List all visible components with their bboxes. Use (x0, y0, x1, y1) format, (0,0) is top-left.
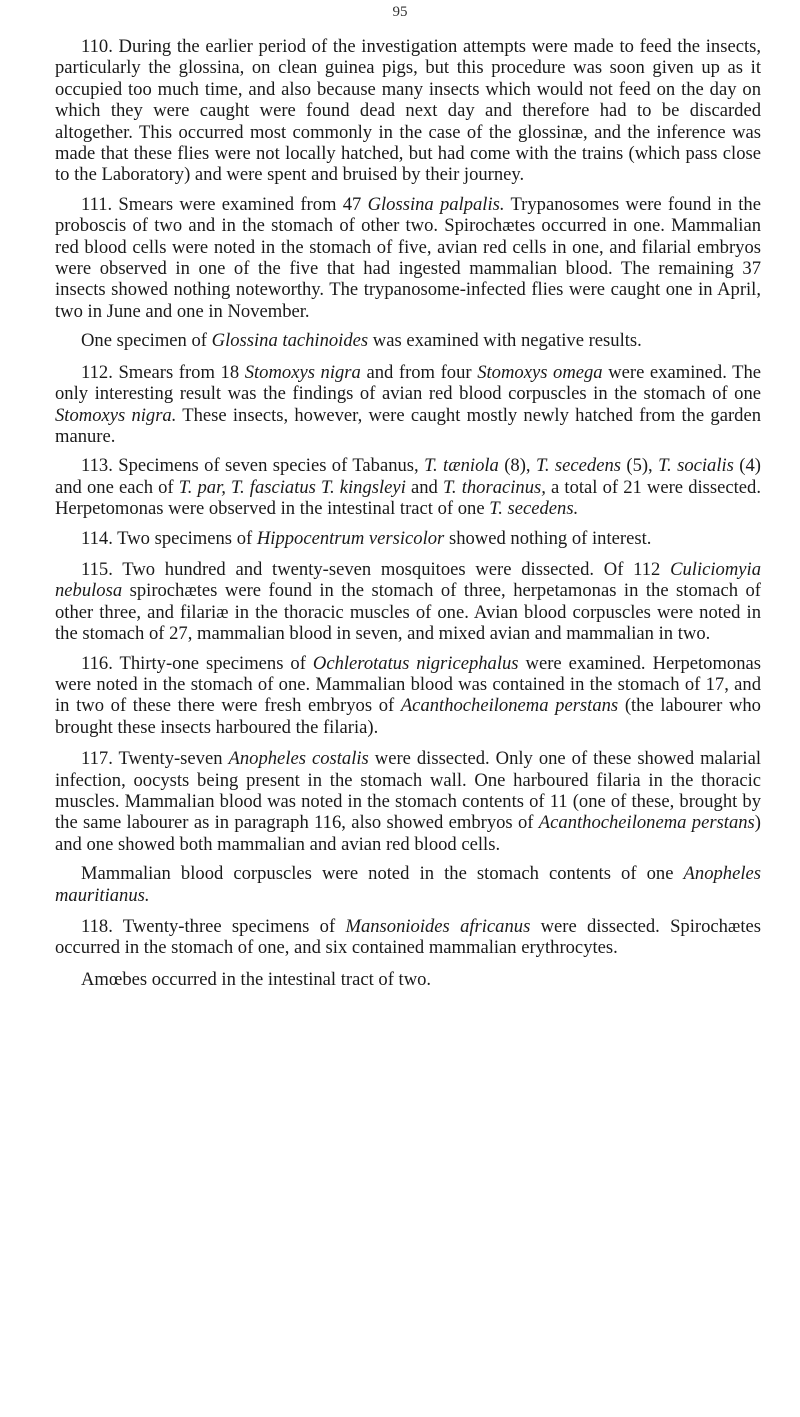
text-run: (4) and one each of (55, 455, 761, 498)
paragraph-p115 (55, 559, 761, 645)
species-name: T. par, T. fasciatus T. kingsleyi (178, 476, 406, 498)
text-run: These insects, however, were caught mostly newly hatched from the garden manure. (55, 404, 761, 447)
text-run: was examined with negative results. (368, 330, 642, 352)
text-run: Amœbes occurred in the intestinal tract of two. (81, 968, 432, 990)
paragraph-p112 (55, 362, 761, 448)
text-run: were examined. The only interesting result was the findings of avian red blood corpuscles in the stomach of one (55, 361, 762, 405)
text-run: Trypanosomes were found in the proboscis of two and in the stomach of other two. Spirochætes occurred in one. Mammalian red blood cells were noted in the stomach of five, avian red cells in one, and filarial embryos were observed in one of the five that had ingested mammalian blood. The remaining 37 insects showed nothing noteworthy. The trypanosome-infected flies were caught one in April, two in June and one in November. (55, 193, 761, 322)
text-run: were dissected. Only one of these showed malarial infection, oocysts being present in the stomach wall. One harboured filaria in the thoracic muscles. Mammalian blood was noted in the stomach contents of 11 (one of these, brought by the same labourer as in paragraph 116, also showed embryos of (55, 748, 762, 834)
text-run: Mammalian blood corpuscles were noted in the stomach contents of one (81, 863, 684, 885)
paragraph-p118 (55, 916, 761, 959)
species-name: Anopheles costalis (228, 748, 369, 770)
text-run: ) and one showed both mammalian and avian red blood cells. (55, 812, 761, 855)
text-run: spirochætes were found in the stomach of three, herpetamonas in the stomach of other three, and filariæ in the thoracic muscles of one. Avian blood corpuscles were noted in the stomach of 27, mammalian blood in seven, and mixed avian and mammalian in two. (55, 580, 761, 645)
text-run: 114. Two specimens of (81, 527, 257, 549)
text-run: 110. During the earlier period of the investigation attempts were made to feed the insects, particularly the glossina, on clean guinea pigs, but this procedure was soon given up as it occupied too much time, and also because many insects which would not feed on the day on which they were caught were found dead next day and therefore had to be discarded altogether. This occurred most commonly in the case of the glossinæ, and the inference was made that these flies were not locally hatched, but had come with the trains (which pass close to the Laboratory) and were spent and bruised by their journey. (55, 36, 761, 186)
text-run: were dissected. Spirochætes occurred in the stomach of one, and six contained mammalian erythrocytes. (55, 916, 761, 959)
text-run: 117. Twenty-seven (81, 748, 229, 770)
species-name: Anopheles mauritianus. (55, 863, 761, 906)
species-name: Culiciomyia nebulosa (55, 558, 761, 602)
species-name: Stomoxys nigra (244, 361, 361, 383)
species-name: Glossina palpalis. (367, 193, 505, 215)
species-name: T. socialis (658, 455, 734, 477)
text-run: 116. Thirty-one specimens of (81, 652, 313, 674)
paragraph-p117b (55, 863, 761, 906)
species-name: Ochlerotatus nigricephalus (312, 652, 519, 674)
body-text (55, 36, 761, 998)
species-name: Mansonioides africanus (345, 916, 531, 938)
species-name: Acanthocheilonema perstans (538, 812, 755, 834)
species-name: Stomoxys nigra. (55, 404, 177, 426)
text-run: One specimen of (81, 330, 212, 352)
paragraph-p110 (55, 36, 761, 186)
paragraph-p118b (55, 969, 761, 990)
text-run: 113. Specimens of seven species of Tabanus, (81, 455, 425, 477)
text-run: (8), (498, 455, 536, 477)
species-name: T. tæniola (424, 455, 499, 477)
page-number: 95 (392, 4, 408, 20)
text-run: 112. Smears from 18 (81, 361, 245, 383)
paragraph-p111b (55, 330, 761, 351)
paragraph-p114 (55, 528, 761, 549)
species-name: T. secedens. (489, 498, 579, 520)
paragraph-p111 (55, 194, 761, 322)
text-run: and from four (360, 361, 478, 383)
text-run: 118. Twenty-three specimens of (81, 916, 346, 938)
text-run: were examined. Herpetomonas were noted in the stomach of one. Mammalian blood was contained in the stomach of 17, and in two of these there were fresh embryos of (55, 652, 761, 717)
text-run: 115. Two hundred and twenty-seven mosquitoes were dissected. Of 112 (81, 558, 671, 580)
text-run: (the labourer who brought these insects harboured the filaria). (55, 695, 761, 738)
text-run: a total of 21 were dissected. Herpetomonas were observed in the intestinal tract of one (55, 476, 761, 520)
text-run: and (405, 476, 443, 498)
species-name: T. thoracinus, (442, 476, 546, 498)
species-name: Stomoxys omega (477, 361, 603, 383)
text-run: (5), (621, 455, 659, 477)
paragraph-p117 (55, 748, 761, 855)
species-name: Acanthocheilonema perstans (400, 695, 619, 717)
species-name: Hippocentrum versicolor (256, 527, 445, 549)
species-name: Glossina tachinoides (211, 330, 369, 352)
paragraph-p116 (55, 653, 761, 739)
text-run: showed nothing of interest. (444, 527, 652, 549)
text-run: 111. Smears were examined from 47 (81, 193, 368, 215)
species-name: T. secedens (535, 455, 621, 477)
paragraph-p113 (55, 455, 761, 519)
